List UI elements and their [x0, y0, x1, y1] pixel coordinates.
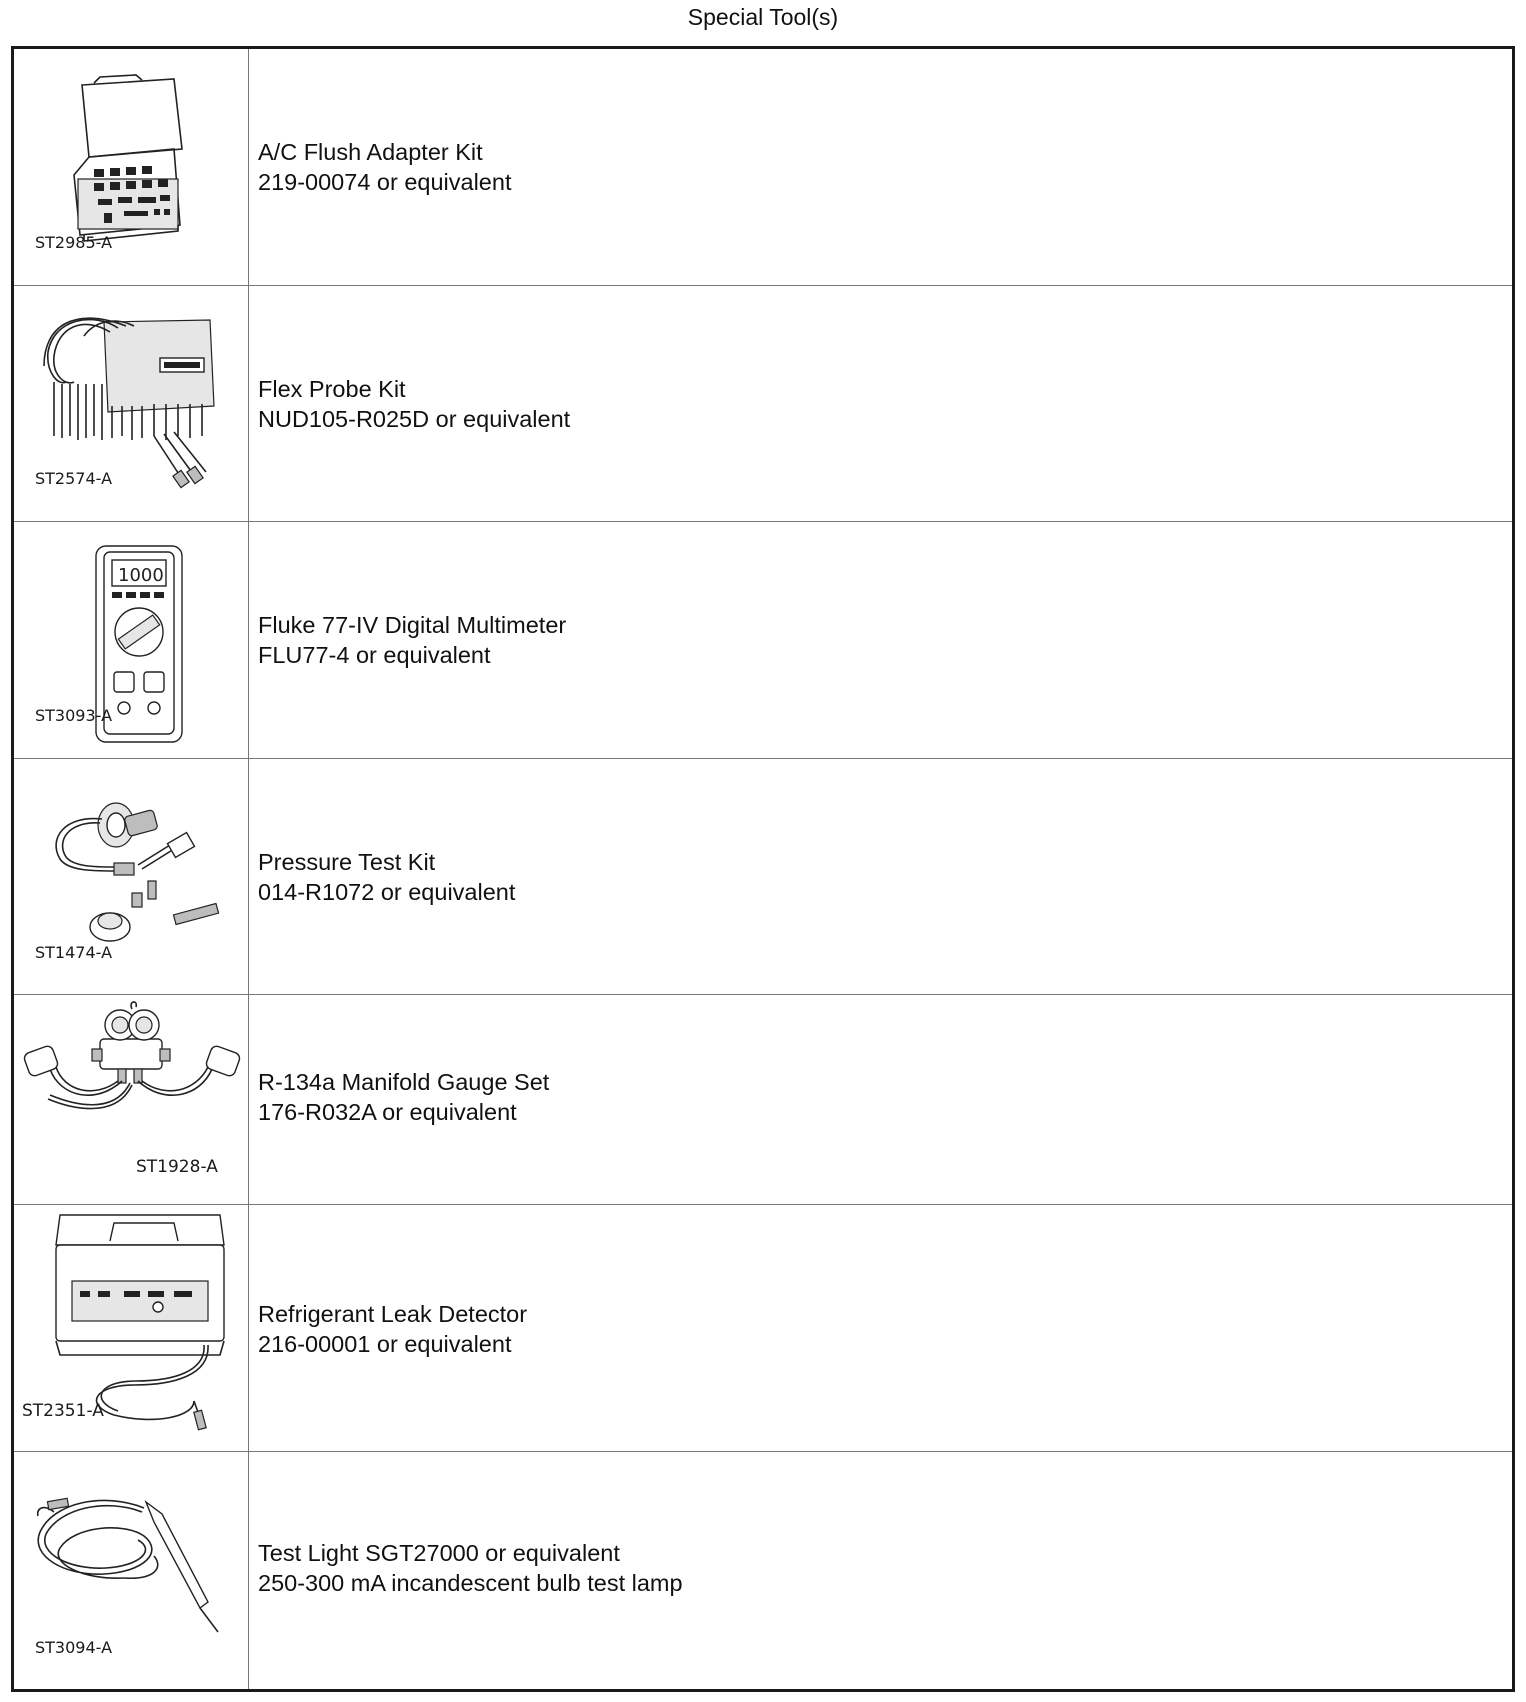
tool-code: ST2574-A: [35, 469, 113, 488]
tool-description-cell: [249, 1452, 1512, 1689]
tool-name: A/C Flush Adapter Kit: [258, 139, 483, 165]
tool-row-pressure-test: [14, 759, 1512, 995]
tool-code: ST2985-A: [35, 233, 113, 252]
tool-name: Test Light SGT27000 or equivalent: [258, 1540, 620, 1566]
tool-part-number: 219-00074 or equivalent: [258, 169, 512, 195]
tool-code: ST3094-A: [35, 1638, 113, 1657]
tool-description-cell: [249, 286, 1512, 521]
tool-name: Fluke 77-IV Digital Multimeter: [258, 612, 567, 638]
tool-part-number: FLU77-4 or equivalent: [258, 642, 491, 668]
tool-part-number: 014-R1072 or equivalent: [258, 879, 516, 905]
tool-part-number: 216-00001 or equivalent: [258, 1331, 512, 1357]
tool-code: ST2351-A: [22, 1401, 104, 1421]
tool-row-flex-probe: [14, 286, 1512, 522]
tool-name: R-134a Manifold Gauge Set: [258, 1069, 550, 1095]
tool-image-cell: [14, 1205, 249, 1451]
tool-image-cell: [14, 1452, 249, 1689]
tool-image-cell: [14, 286, 249, 521]
tool-description-cell: [249, 49, 1512, 285]
special-tools-table: [11, 46, 1515, 1692]
tool-code: ST1474-A: [35, 943, 113, 962]
tool-code: ST3093-A: [35, 706, 113, 725]
tool-description-cell: [249, 995, 1512, 1204]
tool-row-test-light: [14, 1452, 1512, 1689]
tool-row-flush-adapter: [14, 49, 1512, 286]
tool-description-cell: [249, 522, 1512, 758]
tool-description-cell: [249, 759, 1512, 994]
tool-image-cell: [14, 522, 249, 758]
tool-code: ST1928-A: [136, 1157, 218, 1177]
tool-part-number: 176-R032A or equivalent: [258, 1099, 517, 1125]
tool-part-number: 250-300 mA incandescent bulb test lamp: [258, 1570, 683, 1596]
tool-image-cell: [14, 995, 249, 1204]
page-title: Special Tool(s): [687, 4, 839, 30]
tool-row-multimeter: [14, 522, 1512, 759]
tool-name: Pressure Test Kit: [258, 849, 436, 875]
tool-part-number: NUD105-R025D or equivalent: [258, 406, 571, 432]
tool-description-cell: [249, 1205, 1512, 1451]
tool-image-cell: [14, 759, 249, 994]
multimeter-display: 1000: [118, 565, 164, 586]
tool-image-cell: [14, 49, 249, 285]
tool-name: Refrigerant Leak Detector: [258, 1301, 528, 1327]
tool-row-manifold-gauge: [14, 995, 1512, 1205]
tool-row-leak-detector: [14, 1205, 1512, 1452]
tool-name: Flex Probe Kit: [258, 376, 406, 402]
